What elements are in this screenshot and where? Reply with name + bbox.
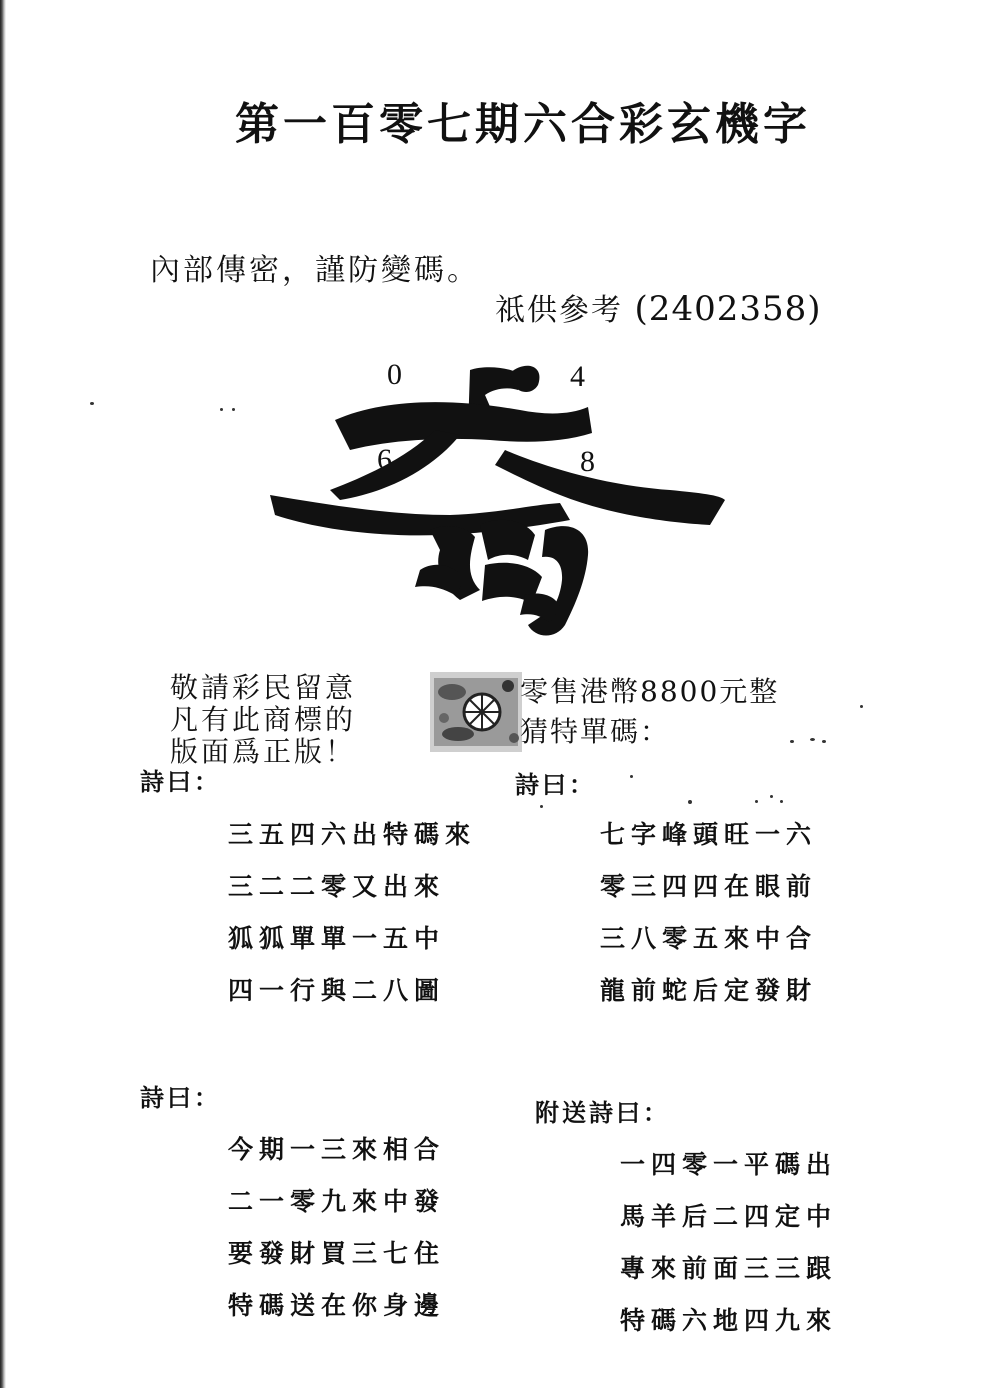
authenticity-line: 凡有此商標的 (170, 703, 357, 736)
reference-label: 祗供參考 (495, 293, 623, 328)
number-8: 8 (580, 445, 595, 478)
poem-heading: 詩曰： (140, 768, 221, 796)
poem-3 (228, 1130, 445, 1338)
poem-line: 馬羊后二四定中 (620, 1202, 838, 1231)
scan-speck (770, 795, 773, 798)
poem-line: 狐狐單單一五中 (228, 924, 446, 953)
poem-heading: 詩曰： (515, 771, 596, 799)
calligraphy-logo-icon (270, 355, 730, 645)
poem-1 (228, 815, 476, 1023)
scan-edge (0, 0, 6, 1388)
scan-speck (860, 705, 863, 708)
price-line: 零售港幣8800元整 (520, 675, 780, 708)
reference-code: (2402358) (634, 289, 822, 329)
poem-line: 七字峰頭旺一六 (600, 820, 818, 849)
authenticity-notice (170, 672, 356, 768)
poem-line: 專來前面三三跟 (620, 1254, 838, 1283)
scan-speck (688, 800, 692, 804)
scan-speck (755, 800, 758, 803)
poem-line: 龍前蛇后定發財 (600, 976, 818, 1005)
scan-speck (232, 408, 235, 411)
poem-line: 特碼送在你身邊 (228, 1291, 446, 1320)
scan-speck (780, 800, 783, 803)
trademark-seal-icon (430, 672, 522, 752)
price-info (520, 672, 779, 752)
scan-speck (90, 402, 94, 405)
poem-line: 一四零一平碼出 (620, 1150, 838, 1179)
poem-line: 今期一三來相合 (228, 1135, 446, 1164)
reference-line (495, 285, 822, 329)
poem-line: 四一行與二八圖 (228, 976, 446, 1005)
poem-line: 要發財買三七住 (228, 1239, 446, 1268)
number-0: 0 (387, 358, 402, 391)
scan-speck (822, 740, 826, 743)
scan-speck (810, 738, 815, 741)
poem-line: 特碼六地四九來 (620, 1306, 838, 1335)
authenticity-line: 版面爲正版！ (170, 735, 357, 768)
poem-line: 三五四六出特碼來 (228, 820, 477, 849)
poem-2 (600, 815, 817, 1023)
poem-line: 三二二零又出來 (228, 872, 446, 901)
special-number-line: 猜特單碼： (520, 715, 671, 748)
scan-speck (540, 805, 543, 808)
poem-4 (620, 1145, 837, 1353)
authenticity-line: 敬請彩民留意 (170, 671, 357, 704)
poem-line: 零三四四在眼前 (600, 872, 818, 901)
scan-speck (220, 408, 223, 411)
scan-speck (790, 740, 794, 743)
poem-line: 二一零九來中發 (228, 1187, 446, 1216)
poem-heading: 附送詩曰： (535, 1099, 670, 1127)
confidential-notice: 內部傳密，謹防變碼。 (150, 253, 480, 288)
scan-speck (630, 775, 633, 778)
page-title: 第一百零七期六合彩玄機字 (235, 99, 811, 150)
poem-heading: 詩曰： (140, 1084, 221, 1112)
number-4: 4 (570, 360, 585, 393)
poem-line: 三八零五來中合 (600, 924, 818, 953)
number-6: 6 (377, 443, 392, 476)
